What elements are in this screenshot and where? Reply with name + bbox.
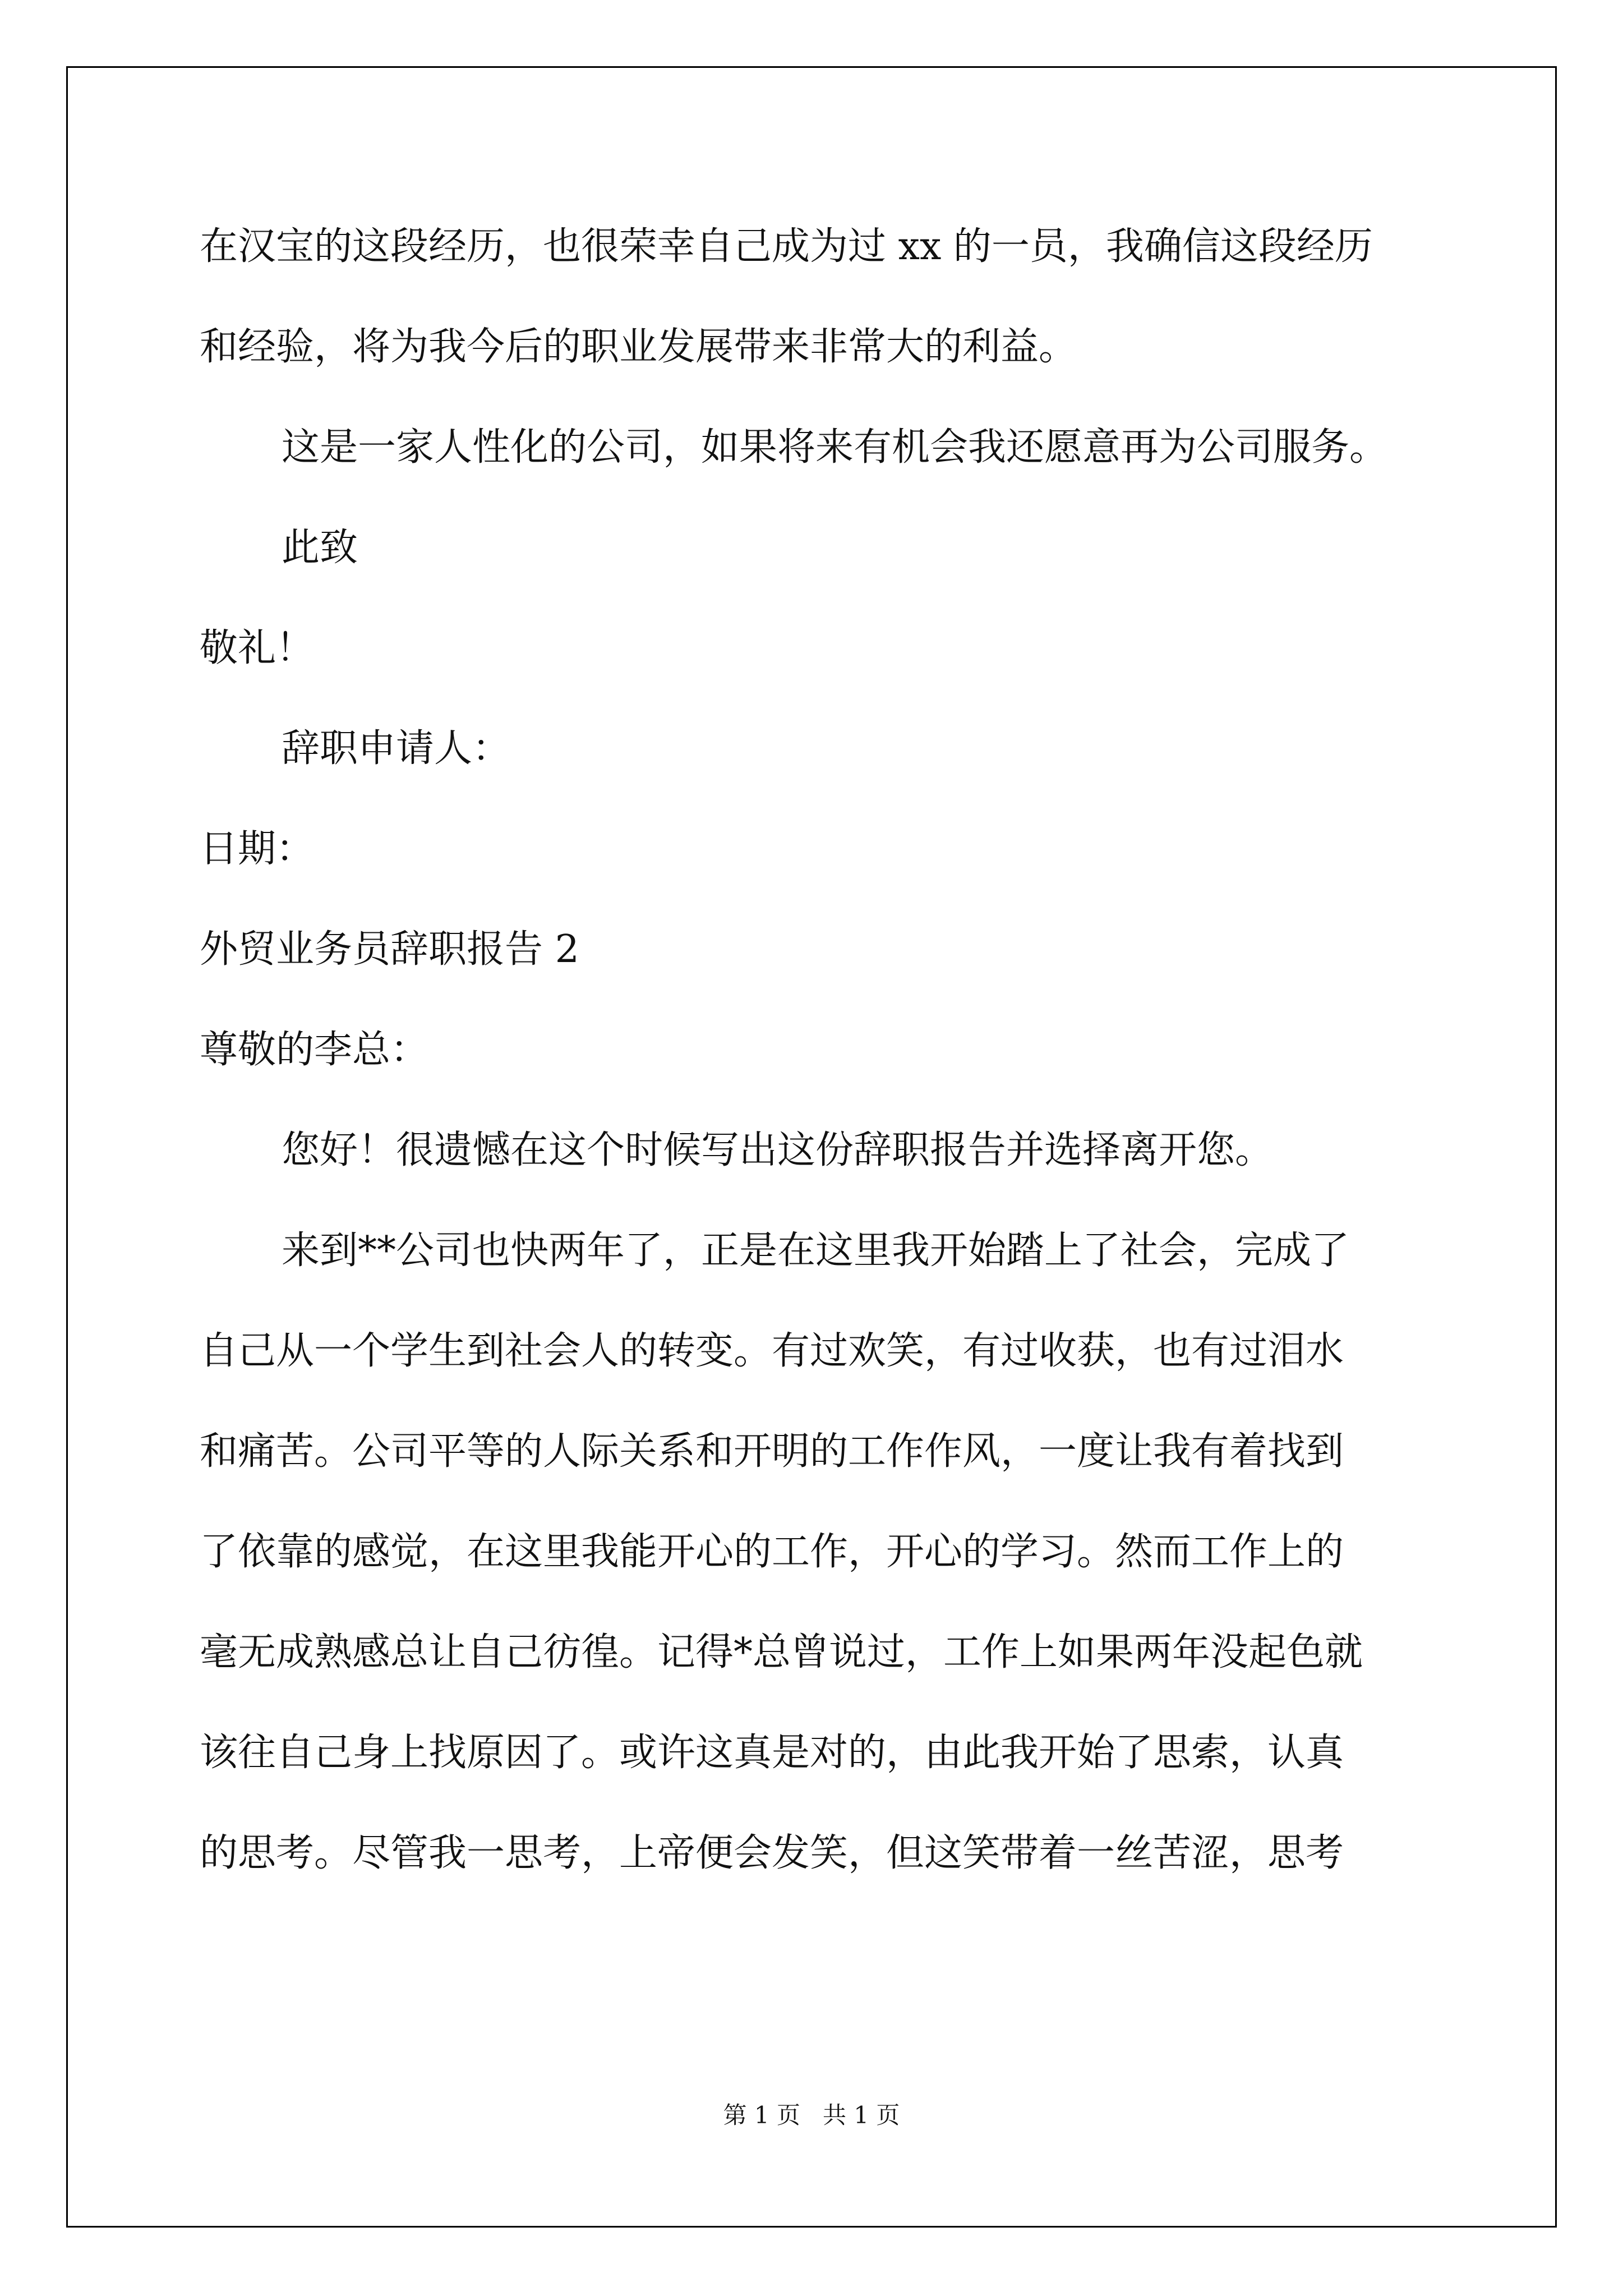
text-line: 和经验，将为我今后的职业发展带来非常大的利益。 <box>200 325 1077 369</box>
text-line: 和痛苦。公司平等的人际关系和开明的工作作风，一度让我有着找到 <box>200 1429 1344 1474</box>
text-line: 来到**公司也快两年了，正是在这里我开始踏上了社会，完成了 <box>282 1228 1350 1273</box>
page-number: 第 1 页 <box>723 2101 800 2129</box>
text-line: 该往自己身上找原因了。或许这真是对的，由此我开始了思索，认真 <box>200 1731 1344 1775</box>
greeting: 尊敬的李总： <box>200 1028 429 1072</box>
closing-phrase: 此致 <box>282 526 358 570</box>
text-line: 自己从一个学生到社会人的转变。有过欢笑，有过收获，也有过泪水 <box>200 1329 1344 1373</box>
date-line: 日期： <box>200 827 315 871</box>
text-line: 毫无成熟感总让自己彷徨。记得*总曾说过，工作上如果两年没起色就 <box>200 1630 1363 1674</box>
section-title: 外贸业务员辞职报告 2 <box>200 927 579 972</box>
page-total: 共 1 页 <box>823 2101 900 2129</box>
text-line: 这是一家人性化的公司，如果将来有机会我还愿意再为公司服务。 <box>282 425 1388 470</box>
text-line: 您好！很遗憾在这个时候写出这份辞职报告并选择离开您。 <box>282 1128 1274 1172</box>
document-body <box>200 219 1445 1926</box>
signature-line: 辞职申请人： <box>282 726 511 771</box>
page-footer <box>0 2097 1623 2131</box>
text-line: 的思考。尽管我一思考，上帝便会发笑，但这笑带着一丝苦涩，思考 <box>200 1831 1344 1875</box>
salutation-closing: 敬礼！ <box>200 626 315 670</box>
text-line: 在汉宝的这段经历，也很荣幸自己成为过 xx 的一员，我确信这段经历 <box>200 224 1373 269</box>
text-line: 了依靠的感觉，在这里我能开心的工作，开心的学习。然而工作上的 <box>200 1530 1344 1574</box>
